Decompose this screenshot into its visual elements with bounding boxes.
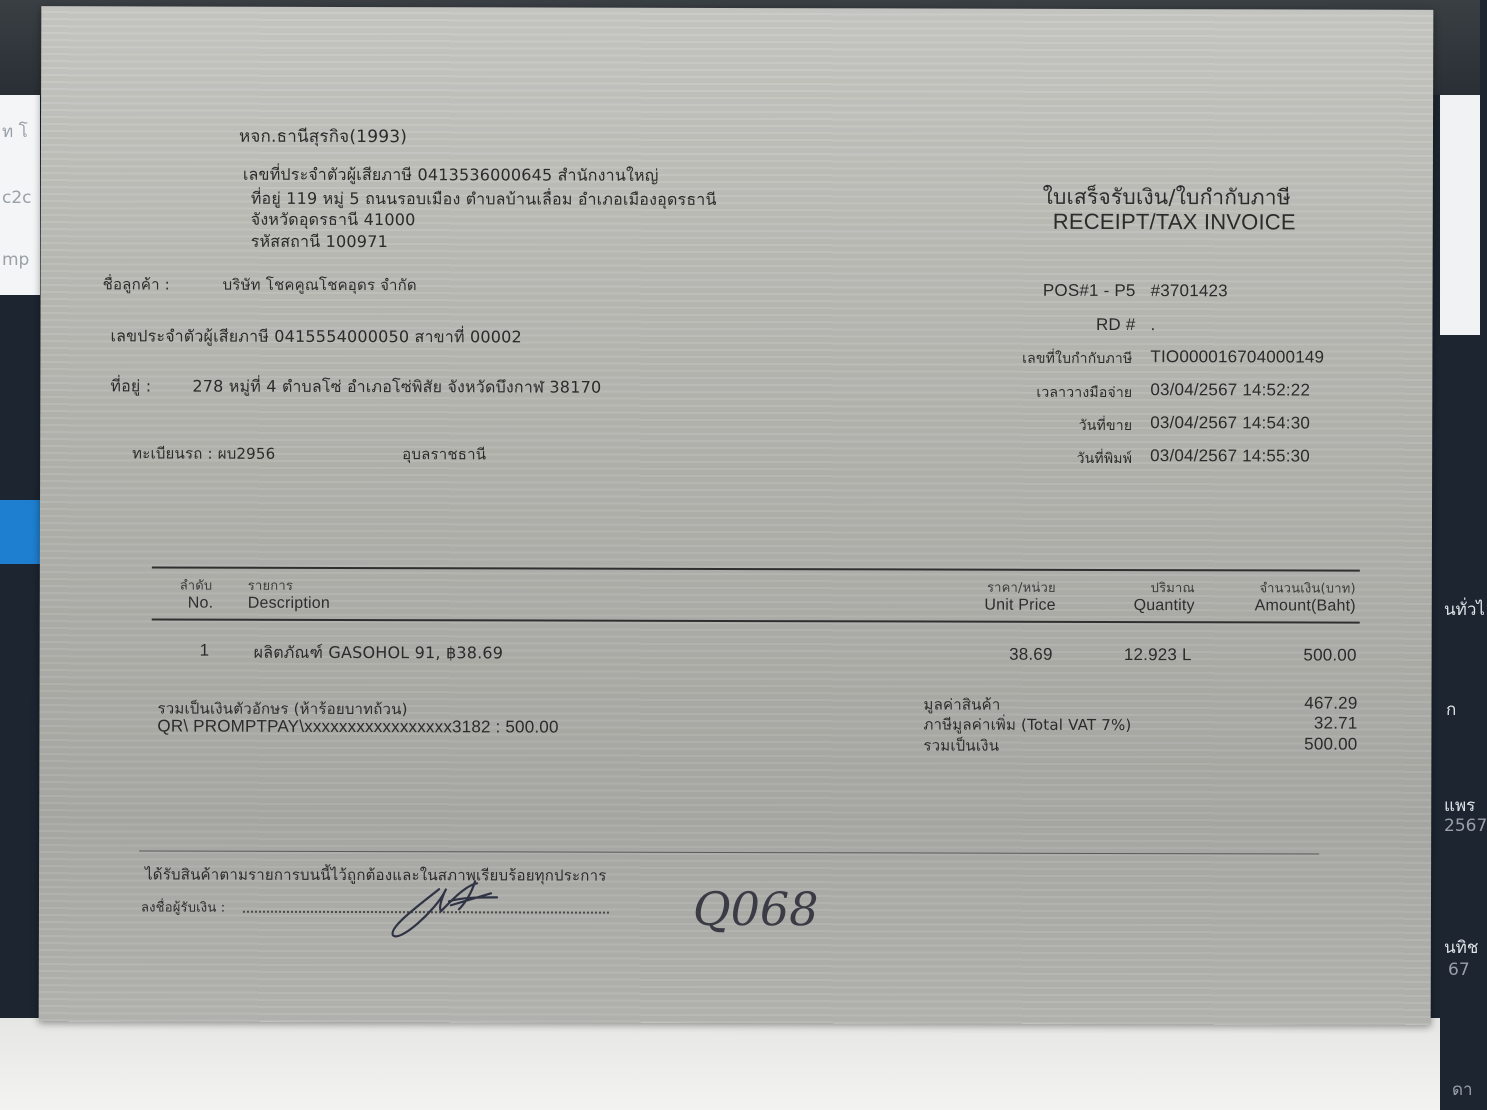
nozzle-time-value: 03/04/2567 14:52:22 <box>1150 380 1311 400</box>
total-value: 500.00 <box>1304 734 1358 754</box>
col-unit-price-english: Unit Price <box>984 596 1056 614</box>
row-description: ผลิตภัณฑ์ GASOHOL 91, ฿38.69 <box>253 642 504 663</box>
amount-in-words: รวมเป็นเงินตัวอักษร (ห้าร้อยบาทถ้วน) <box>157 699 408 719</box>
receipt-paper <box>39 6 1434 1025</box>
print-date-label: วันที่พิมพ์ <box>1076 450 1133 468</box>
sale-date-label: วันที่ขาย <box>1078 417 1133 435</box>
paper-stack-bottom <box>0 1018 1440 1110</box>
print-date-value: 03/04/2567 14:55:30 <box>1150 446 1310 466</box>
background-fragment: mp <box>2 250 30 270</box>
company-address-line1: ที่อยู่ 119 หมู่ 5 ถนนรอบเมือง ตำบลบ้านเลื่อม อำเภอเมืองอุดรธานี <box>250 188 717 209</box>
document-title-english: RECEIPT/TAX INVOICE <box>1052 208 1296 235</box>
col-description-english: Description <box>247 594 331 612</box>
vat-label: ภาษีมูลค่าเพิ่ม (Total VAT 7%) <box>923 715 1132 735</box>
table-header-rule <box>152 618 1360 623</box>
tax-invoice-label: เลขที่ใบกำกับภาษี <box>1022 350 1133 368</box>
company-tax-id: เลขที่ประจำตัวผู้เสียภาษี 0413536000645 สำนักงานใหญ่ <box>242 164 659 185</box>
row-quantity: 12.923 L <box>1123 645 1192 665</box>
background-fragment: 67 <box>1448 960 1470 980</box>
station-code: รหัสสถานี 100971 <box>250 231 388 252</box>
signature-scribble <box>379 875 519 945</box>
col-quantity-english: Quantity <box>1133 597 1195 615</box>
col-no-english: No. <box>187 594 214 612</box>
goods-value-label: มูลค่าสินค้า <box>923 695 1001 714</box>
background-fragment: แพร <box>1444 796 1476 816</box>
row-unit-price: 38.69 <box>1009 644 1053 664</box>
background-right-window <box>1440 95 1480 335</box>
rd-value: . <box>1150 315 1156 335</box>
col-unit-price-thai: ราคา/หน่วย <box>986 580 1056 596</box>
customer-name: บริษัท โชคคูณโชคอุดร จำกัด <box>222 275 417 295</box>
vehicle-plate: ทะเบียนรถ : ผบ2956 <box>132 444 276 463</box>
background-fragment: c2c <box>2 188 32 208</box>
customer-tax-id: เลขประจำตัวผู้เสียภาษี 0415554000050 สาขาที่ 00002 <box>110 326 522 347</box>
total-label: รวมเป็นเงิน <box>923 736 1000 755</box>
company-address-line2: จังหวัดอุดรธานี 41000 <box>250 209 416 230</box>
receiver-signature-label: ลงชื่อผู้รับเงิน : <box>140 900 226 916</box>
customer-address-label: ที่อยู่ : <box>110 376 152 396</box>
goods-value: 467.29 <box>1304 693 1358 713</box>
nozzle-time-label: เวลาวางมือจ่าย <box>1036 384 1133 402</box>
background-fragment: นทั่วไ <box>1444 600 1485 620</box>
received-goods-statement: ได้รับสินค้าตามรายการบนนี้ไว้ถูกต้องและในสภาพเรียบร้อยทุกประการ <box>145 865 607 885</box>
col-description-thai: รายการ <box>247 578 294 594</box>
sale-date-value: 03/04/2567 14:54:30 <box>1150 413 1311 433</box>
row-amount: 500.00 <box>1303 645 1357 665</box>
document-title-thai: ใบเสร็จรับเงิน/ใบกำกับภาษี <box>1042 184 1291 210</box>
col-amount-english: Amount(Baht) <box>1254 597 1356 615</box>
row-number: 1 <box>199 640 210 660</box>
table-top-rule <box>152 566 1360 571</box>
footer-rule <box>139 850 1319 854</box>
customer-name-label: ชื่อลูกค้า : <box>102 275 170 294</box>
handwritten-note: Q068 <box>692 881 819 937</box>
vat-value: 32.71 <box>1313 713 1358 733</box>
company-name: หจก.ธานีสุรกิจ(1993) <box>238 126 408 148</box>
pos-label: POS#1 - P5 <box>1042 280 1136 301</box>
col-no-thai: ลำดับ <box>179 578 213 594</box>
background-fragment: 2567 <box>1444 816 1487 836</box>
pos-number: #3701423 <box>1150 281 1228 301</box>
tax-invoice-number: TIO000016704000149 <box>1150 347 1325 367</box>
background-fragment: ดา <box>1452 1080 1473 1100</box>
payment-method: QR\ PROMPTPAY\xxxxxxxxxxxxxxxxx3182 : 500.00 <box>157 716 559 737</box>
customer-address: 278 หมู่ที่ 4 ตำบลโซ่ อำเภอโซ่พิสัย จังหวัดบึงกาฬ 38170 <box>192 376 602 397</box>
col-quantity-thai: ปริมาณ <box>1150 581 1195 597</box>
rd-label: RD # <box>1095 314 1136 335</box>
vehicle-province: อุบลราชธานี <box>402 445 487 464</box>
col-amount-thai: จำนวนเงิน(บาท) <box>1259 581 1356 597</box>
background-fragment: นทิช <box>1444 938 1479 958</box>
background-fragment: ก <box>1446 700 1457 720</box>
background-fragment: ท โ <box>2 122 28 142</box>
